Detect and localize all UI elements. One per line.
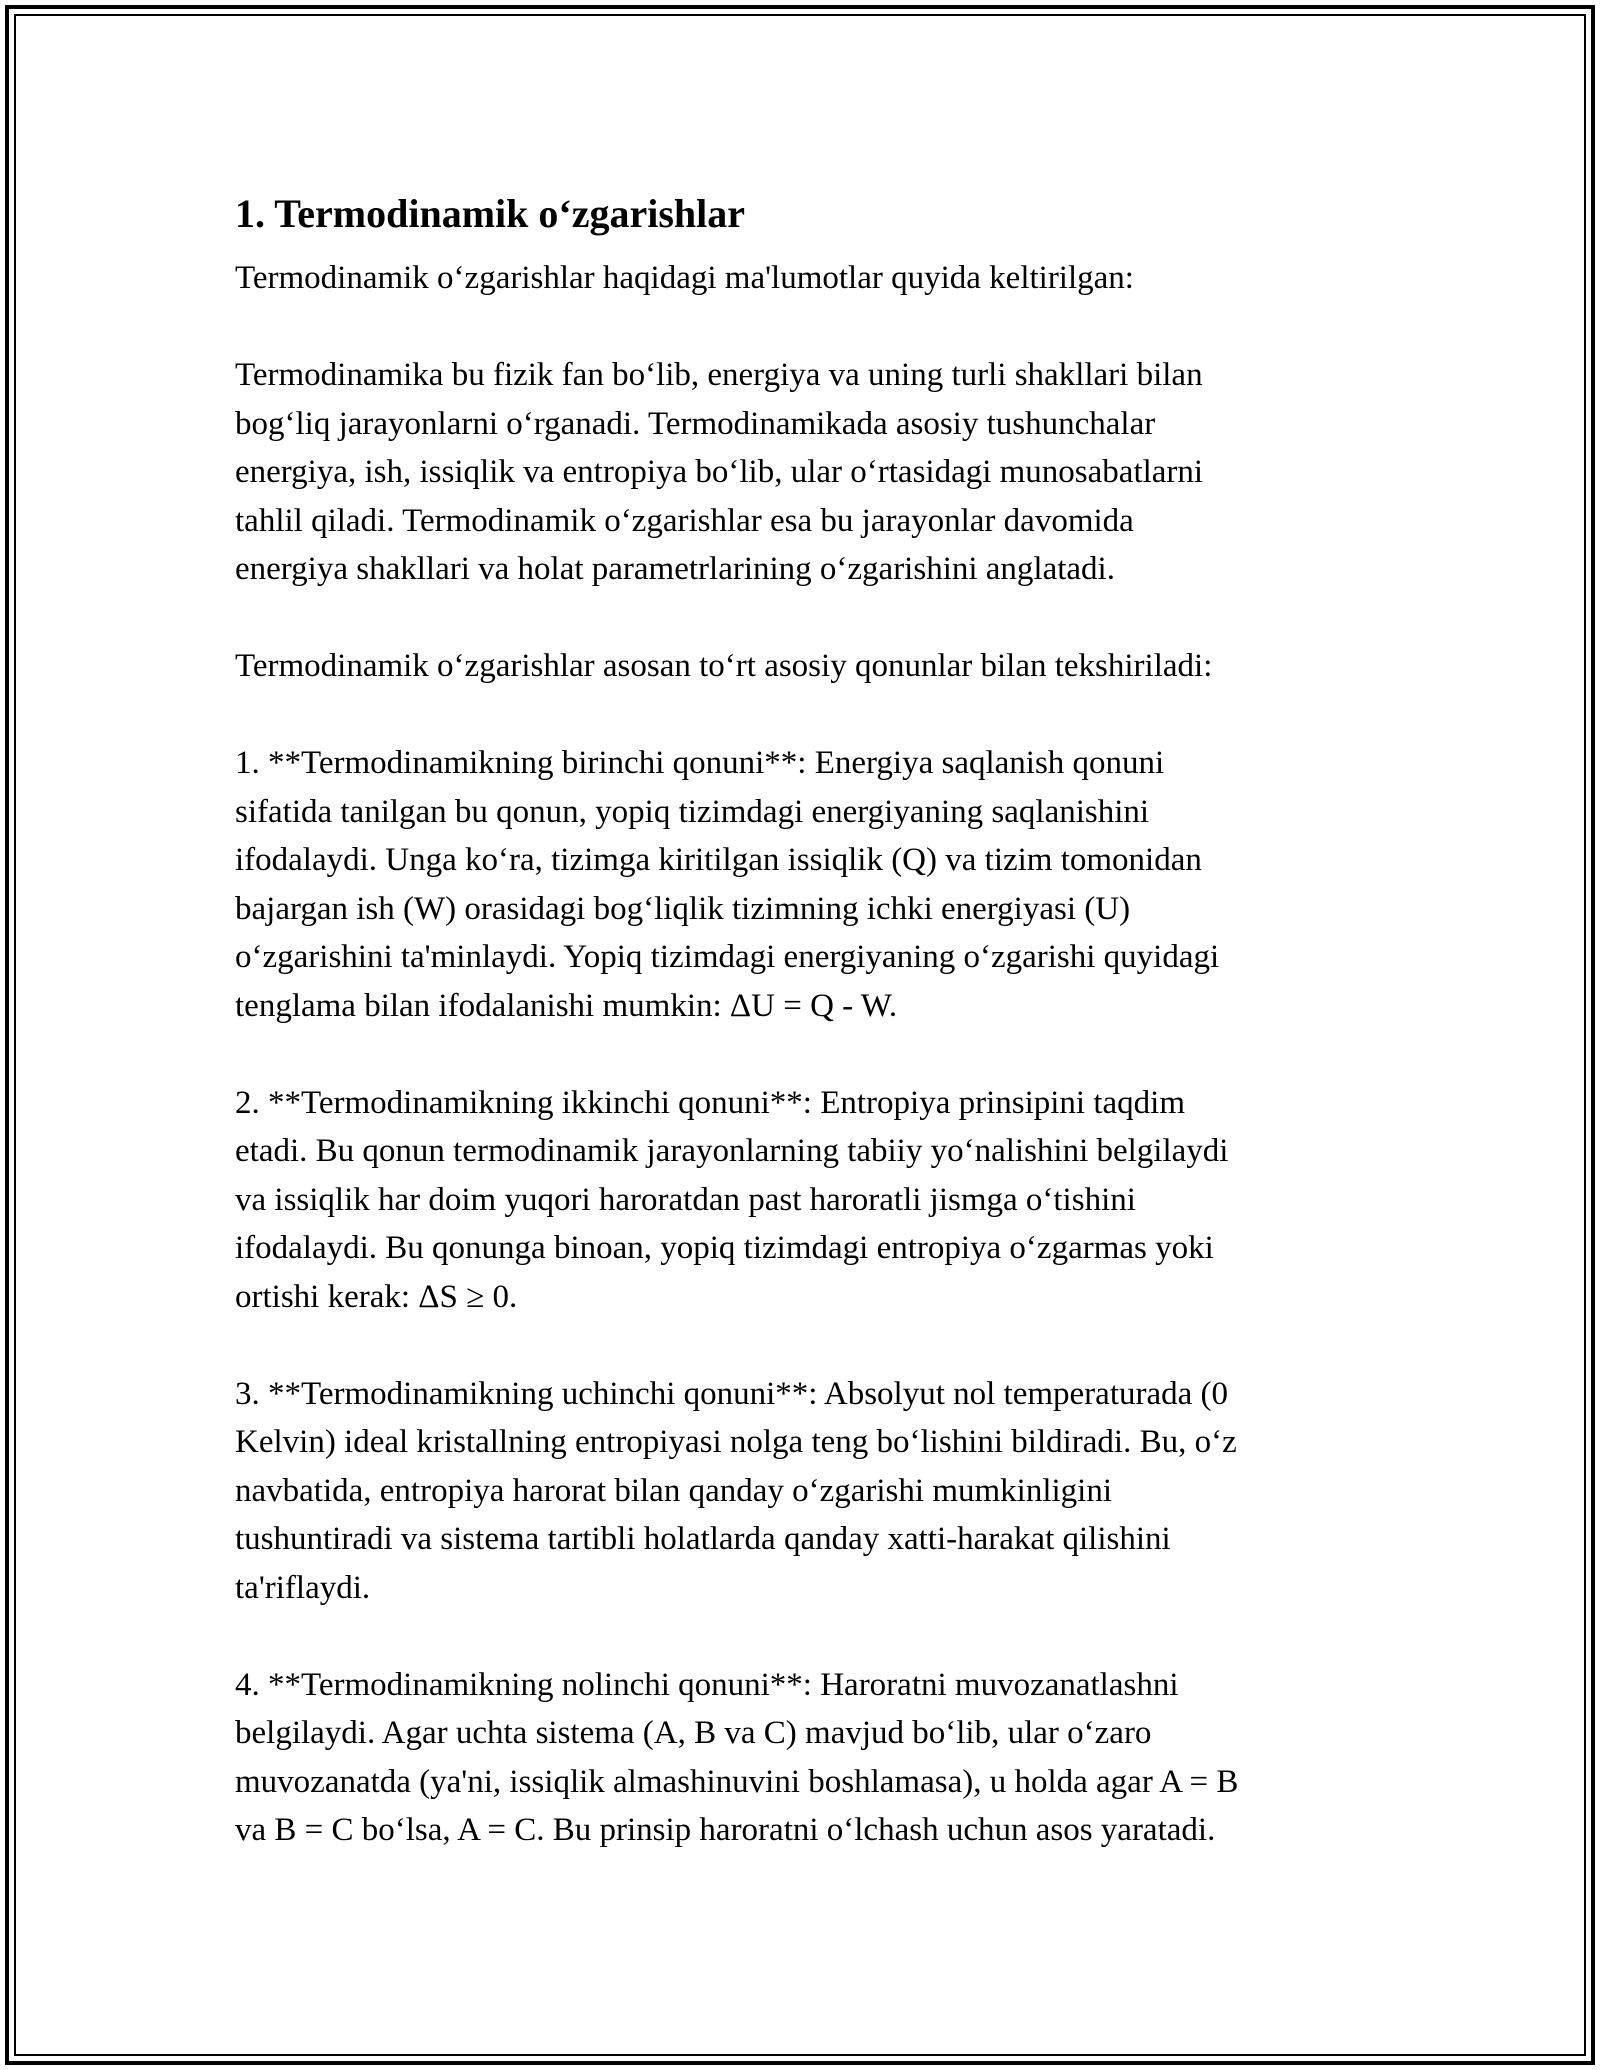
intro-paragraph: Termodinamik o‘zgarishlar haqidagi ma'lumotlar quyida keltirilgan: — [235, 260, 1134, 296]
paragraph-third-law: 3. **Termodinamikning uchinchi qonuni**: Absolyut nol temperaturada (0 Kelvin) ideal kristallning entropiyasi nolga teng bo‘lishini bildiradi. Bu, o‘z navbatida, entropiya harorat bilan qanday o‘zgarishi mumkinligini tushuntiradi va sistema tartibli holatlarda qanday xatti-harakat qilishini ta'riflaydi. — [235, 1375, 1237, 1606]
paragraph-definition: Termodinamika bu fizik fan bo‘lib, energiya va uning turli shakllari bilan bog‘liq jarayonlarni o‘rganadi. Termodinamikada asosiy tushunchalar energiya, ish, issiqlik va entropiya bo‘lib, ular o‘rtasidagi munosabatlarni tahlil qiladi. Termodinamik o‘zgarishlar esa bu jarayonlar davomida energiya shakllari va holat parametrlarining o‘zgarishini anglatadi. — [235, 357, 1204, 587]
paragraph-laws-intro: Termodinamik o‘zgarishlar asosan to‘rt asosiy qonunlar bilan tekshiriladi: — [235, 648, 1213, 684]
paragraph-first-law: 1. **Termodinamikning birinchi qonuni**: Energiya saqlanish qonuni sifatida tanilgan bu qonun, yopiq tizimdagi energiyaning saqlanishini ifodalaydi. Unga ko‘ra, tizimga kiritilgan issiqlik (Q) va tizim tomonidan bajargan ish (W) orasidagi bog‘liqlik tizimning ichki energiyasi (U) o‘zgarishini ta'minlaydi. Yopiq tizimdagi energiyaning o‘zgarishi quyidagi tenglama bilan ifodalanishi mumkin: ΔU = Q - W. — [235, 745, 1220, 1024]
paragraph-zeroth-law: 4. **Termodinamikning nolinchi qonuni**: Haroratni muvozanatlashni belgilaydi. Agar uchta sistema (A, B va C) mavjud bo‘lib, ular o‘zaro muvozanatda (ya'ni, issiqlik almashinuvini boshlamasa), u holda agar A = B va B = C bo‘lsa, A = C. Bu prinsip haroratni o‘lchash uchun asos yaratadi. — [235, 1666, 1239, 1848]
paragraph-second-law: 2. **Termodinamikning ikkinchi qonuni**: Entropiya prinsipini taqdim etadi. Bu qonun termodinamik jarayonlarning tabiiy yo‘nalishini belgilaydi va issiqlik har doim yuqori haroratdan past haroratli jismga o‘tishini ifodalaydi. Bu qonunga binoan, yopiq tizimdagi entropiya o‘zgarmas yoki ortishi kerak: ΔS ≥ 0. — [235, 1084, 1229, 1315]
document-body — [235, 186, 1365, 1855]
page-title: 1. Termodinamik o‘zgarishlar — [235, 191, 746, 236]
